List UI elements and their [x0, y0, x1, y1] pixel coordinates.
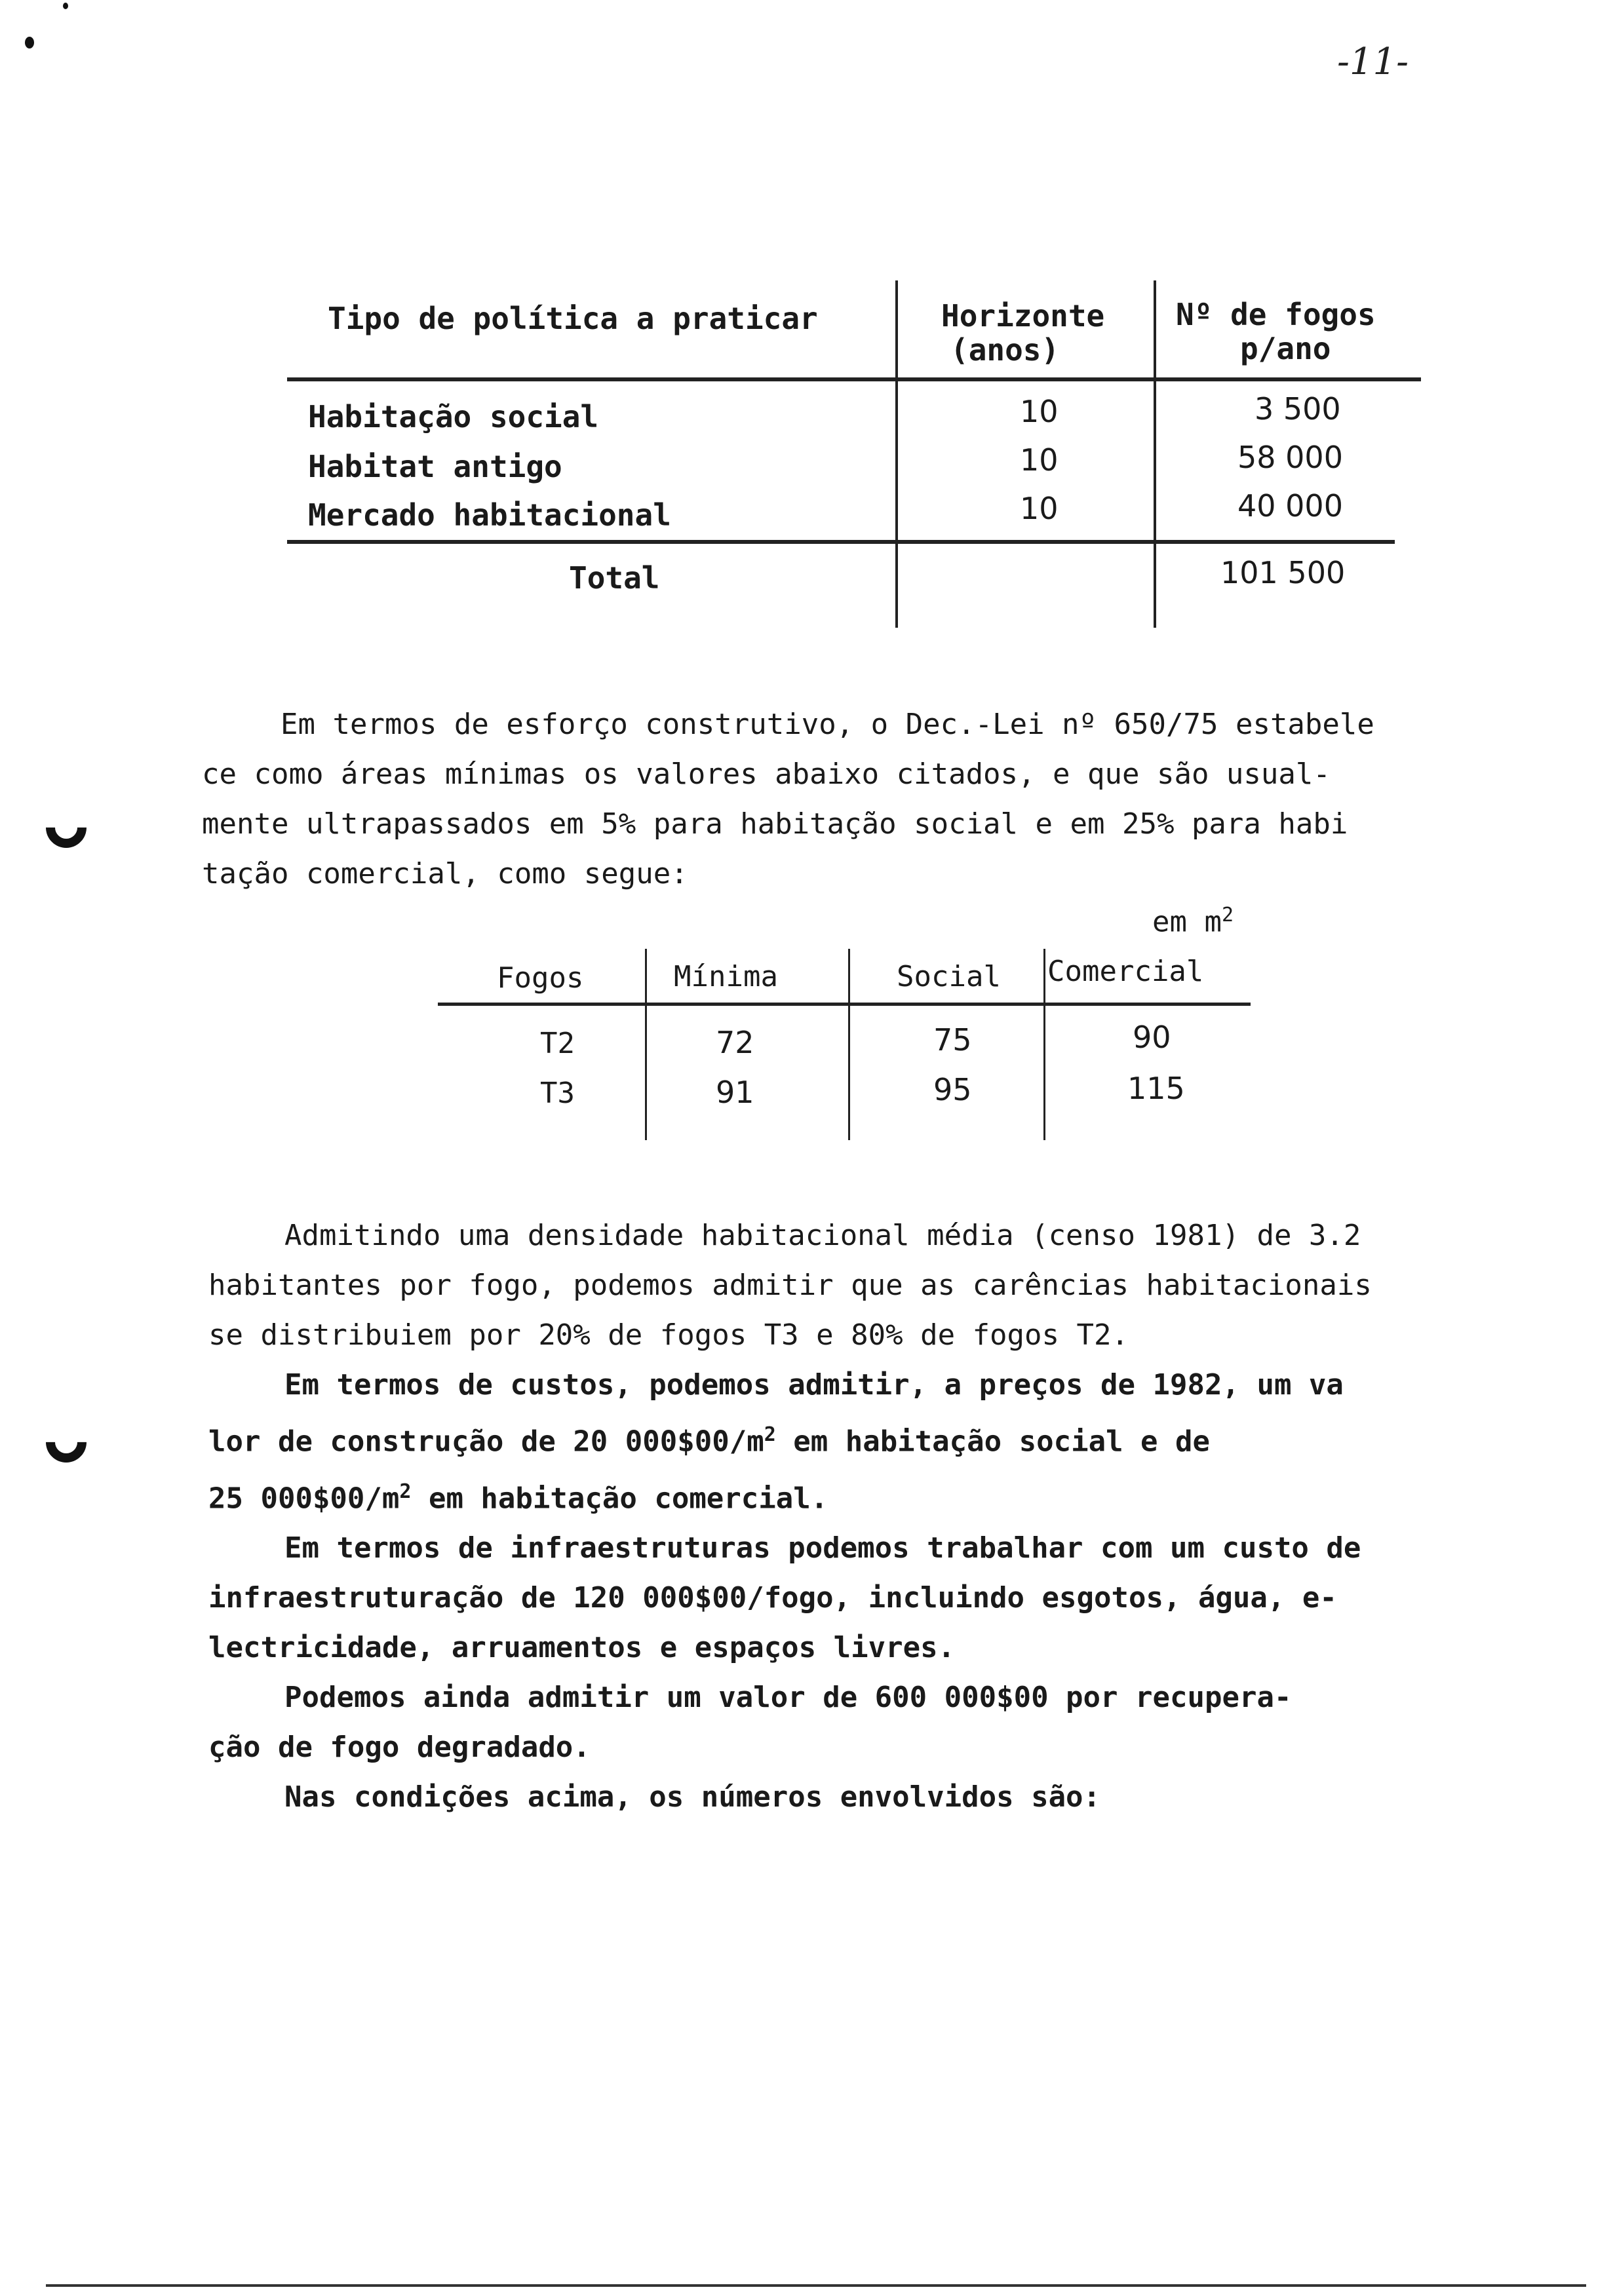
table-divider	[1043, 949, 1045, 1140]
row-comercial: 115	[1127, 1071, 1185, 1106]
row-fogos: T2	[540, 1027, 575, 1060]
header-minima: Mínima	[674, 960, 778, 993]
text-line: 25 $000\$00/m^2$ em habitação comercial.	[208, 1480, 828, 1516]
table-divider	[1154, 280, 1156, 628]
paragraph-assumptions	[208, 1211, 1493, 1822]
table-divider	[848, 949, 850, 1140]
text-line: se distribuiem por 20% de fogos T3 e 80% de fogos T2.	[208, 1318, 1129, 1352]
header-fogos-unit: p/ano	[1240, 331, 1331, 366]
row-horizon: 10	[1020, 394, 1059, 429]
text-line: ce como áreas mínimas os valores abaixo citados, e que são usual-	[202, 757, 1331, 791]
header-horizon: Horizonte	[941, 298, 1105, 334]
scan-speck	[63, 3, 68, 9]
header-rule	[287, 377, 1421, 381]
total-label: Total	[569, 560, 660, 596]
text-line: Admitindo uma densidade habitacional média (censo 1981) de 3.2	[284, 1219, 1361, 1252]
row-social: 95	[933, 1072, 972, 1107]
row-horizon: 10	[1020, 491, 1059, 526]
punch-hole-mark	[37, 799, 95, 856]
row-minima: 91	[716, 1075, 754, 1110]
header-policy: Tipo de política a praticar	[328, 301, 818, 336]
row-social: 75	[933, 1022, 972, 1058]
row-policy: Habitação social	[308, 399, 599, 434]
table-divider	[645, 949, 647, 1140]
header-rule	[438, 1003, 1251, 1006]
row-policy: Habitat antigo	[308, 449, 562, 484]
scan-speck	[25, 37, 34, 48]
row-fogos: T3	[540, 1077, 575, 1110]
header-horizon-unit: (anos)	[950, 332, 1060, 368]
text-line: Em termos de esforço construtivo, o Dec.-Lei nº 650/75 estabele	[281, 708, 1374, 741]
punch-hole-mark	[37, 1413, 95, 1471]
row-horizon: 10	[1020, 442, 1059, 478]
text-line: Em termos de custos, podemos admitir, a preços de 1982, um va	[284, 1368, 1344, 1402]
text-line: tação comercial, como segue:	[202, 857, 688, 890]
row-fogos: 58 000	[1237, 440, 1343, 475]
total-value: 101 500	[1220, 555, 1346, 590]
row-fogos: 40 000	[1237, 488, 1343, 524]
header-fogos: Nº de fogos	[1176, 297, 1376, 332]
total-rule	[287, 540, 1395, 544]
minimum-area-table	[438, 898, 1257, 1140]
text-line: infraestruturação de 120 000$00/fogo, incluindo esgotos, água, e-	[208, 1581, 1337, 1615]
paragraph-construction-effort	[202, 700, 1480, 899]
header-social: Social	[897, 960, 1001, 993]
text-line: Em termos de infraestruturas podemos trabalhar com um custo de	[284, 1531, 1361, 1565]
page-number: -11-	[1337, 41, 1409, 83]
header-fogos: Fogos	[497, 961, 584, 995]
text-line: Podemos ainda admitir um valor de 600 000$00 por recupera-	[284, 1681, 1292, 1715]
text-line: ção de fogo degradado.	[208, 1731, 591, 1765]
unit-label: em $m^2$	[1152, 904, 1234, 939]
text-line: habitantes por fogo, podemos admitir que as carências habitacionais	[208, 1269, 1372, 1302]
housing-policy-table	[287, 280, 1421, 628]
text-line: lor de construção de 20 $000\$00/m^2$ em habitação social e de	[208, 1423, 1211, 1459]
text-line: lectricidade, arruamentos e espaços livres.	[208, 1631, 956, 1665]
row-fogos: 3 500	[1255, 391, 1341, 427]
row-policy: Mercado habitacional	[308, 497, 671, 533]
row-comercial: 90	[1133, 1020, 1171, 1055]
scan-edge-line	[46, 2284, 1586, 2287]
text-line: mente ultrapassados em 5% para habitação social e em 25% para habi	[202, 807, 1348, 841]
row-minima: 72	[716, 1025, 754, 1060]
table-divider	[895, 280, 898, 628]
header-comercial: Comercial	[1047, 955, 1204, 988]
text-line: Nas condições acima, os números envolvidos são:	[284, 1780, 1101, 1814]
